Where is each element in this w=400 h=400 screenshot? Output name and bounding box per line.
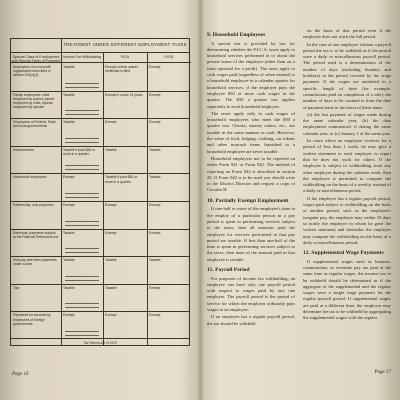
cell-futa: Exempt	[149, 120, 161, 125]
entry-rule	[65, 164, 99, 166]
row-label: Partnership, sole proprietor	[13, 203, 54, 207]
cell-fica: Exempt unless waiver certificate is filed	[105, 65, 138, 74]
row-label: Employees of a nonprofit organization described in section 501(c)(3)	[13, 65, 51, 78]
cell-income-tax: Exempt	[63, 203, 75, 207]
section-heading: 10. Partially Exempt Employment	[207, 197, 289, 204]
column-header-fica: FICA	[103, 53, 147, 63]
cell-income-tax: Taxable	[63, 258, 75, 263]
cell-fica: Exempt	[105, 203, 117, 207]
text-column-left	[207, 28, 295, 328]
right-page	[203, 8, 395, 388]
table-header	[11, 39, 189, 53]
cell-futa: Taxable	[149, 175, 161, 180]
entry-rule	[65, 247, 99, 249]
body-paragraph: If supplemental wages such as bonuses, commissions, or overtime pay are paid at the same time as regular wages, the income tax to be withheld should be determined as if the aggregate of the supplemental and the regular wages were a single wage payment for the regular payroll period. If supplemental wages are paid at a different time, the employer may determine the tax to be withheld by aggregating the supplemental wages with the regular	[303, 258, 391, 321]
row-divider	[11, 173, 189, 174]
entry-rule	[65, 306, 99, 308]
cell-futa: Exempt	[149, 65, 161, 69]
body-paragraph: Household employers not to be reported on either Form 941 or Form 942. The method of reporting on Form 942 is described in section 25. If Form 942 is to be used you should write to the District Director and request a copy of Circular H.	[207, 155, 295, 193]
column-divider	[147, 53, 148, 345]
cell-fica: Taxable	[105, 285, 117, 290]
entry-rule	[65, 279, 99, 281]
body-paragraph: If the employer has a regular payroll period, wages paid subject to withholding on the basis of another period, such as the employee's irregular pay, the employee may within 10 days so notify the employer in whom he gave the written statement and thereafter the employer may compute the withholding on the basis of a daily or miscellaneous period.	[303, 195, 391, 245]
entry-rule	[65, 86, 99, 88]
cell-fica: Taxable	[105, 147, 117, 152]
entry-rule	[65, 302, 99, 304]
row-divider	[11, 311, 189, 312]
entry-rule	[65, 82, 99, 84]
cell-futa: Taxable	[149, 147, 161, 152]
body-paragraph: If one-half or more of the employee's time in the employ of a particular person in a pay period is spent in performing services subject to the taxes, then all amounts paid the employee for services performed in that pay period are taxable. If less than one-half of the time is spent in performing services subject to the taxes, then none of the amount paid in that employee is taxable.	[207, 206, 295, 262]
row-label: Tips	[13, 285, 20, 290]
row-label: Employees of Federal, State and local governments	[13, 120, 56, 129]
row-divider	[11, 229, 189, 230]
section-heading: 9. Household Employees	[207, 32, 266, 38]
row-label: Household employees	[13, 175, 47, 180]
entry-rule	[65, 224, 99, 226]
body-paragraph: In the case of any employee without a payroll period the tax is to be withheld as if the period were a daily or miscellaneous payroll period. The period used is a determination of the number of days (including Sundays and holidays) in the period covered by the wage payment. If the wages are unrelated to a specific length of time (for example, commissions paid on completion of a sale), the number of days to be counted is from the date of payment back to the latest of these dates:	[303, 41, 391, 110]
column-header-futa: FUTA	[147, 53, 191, 63]
cell-futa: Exempt	[149, 313, 161, 318]
cell-fica: Exempt	[105, 313, 117, 318]
cell-futa: Exempt	[149, 92, 161, 97]
entry-rule	[65, 192, 99, 194]
body-paragraph: If an employee has a regular payroll period, the tax should be withheld	[207, 314, 295, 326]
cell-futa: Exempt	[149, 203, 161, 207]
entry-rule	[65, 109, 99, 111]
row-label: Railroads: payments subject to the Railroad Retirement Act	[13, 230, 59, 239]
entry-rule	[65, 168, 99, 170]
page-number: Page 17	[374, 370, 391, 375]
row-label: Sick pay and other payments under a plan	[13, 258, 57, 267]
column-header-income: Income Tax Withholding	[61, 53, 103, 63]
cell-fica: Taxable if paid $50 or more in a quarter	[105, 175, 138, 184]
row-divider	[11, 284, 189, 285]
entry-rule	[65, 137, 99, 139]
section-heading: 12. Supplemental Wage Payments	[303, 250, 384, 257]
table-footnote: Tax Reform Act of 1976	[11, 338, 189, 345]
cell-income-tax: Taxable	[63, 230, 75, 235]
row-divider	[11, 118, 189, 119]
employment-tax-table	[10, 38, 190, 346]
body-paragraph: For purposes of income tax withholding, an employee can have only one payroll period with respect to wages paid by any one employer. The payroll period is the period of service for which the employer ordinarily pays wages to an employee.	[207, 275, 295, 313]
table-caption: TREATMENT UNDER DIFFERENT EMPLOYMENT TAXES	[63, 42, 187, 47]
cell-income-tax: Exempt	[63, 175, 75, 180]
column-divider	[61, 39, 62, 345]
body-paragraph: on the basis of that period even if the employee does not work the full period.	[303, 28, 391, 40]
cell-income-tax: Exempt	[63, 313, 75, 318]
entry-rule	[65, 220, 99, 222]
body-paragraph: (a) the last payment of wages made during the same calendar year, (b) the date employment commenced, if during the same calendar year, or (c) January 1 of the same year.	[303, 111, 391, 136]
entry-rule	[65, 275, 99, 277]
row-label: Homeworkers	[13, 147, 34, 152]
cell-income-tax: Taxable	[63, 92, 75, 97]
row-divider	[11, 91, 189, 92]
cell-fica: Exempt if under 21 years	[105, 92, 143, 97]
cell-futa: Taxable	[149, 258, 161, 263]
cell-income-tax: Taxable	[63, 65, 75, 69]
cell-fica: Taxable	[105, 258, 117, 263]
entry-rule	[65, 251, 99, 253]
cell-income-tax: Taxable	[63, 285, 75, 290]
row-divider	[11, 256, 189, 257]
cell-fica: Exempt	[105, 230, 117, 235]
column-divider	[103, 53, 104, 345]
cell-income-tax: Taxable if paid $50 or more in a quarter	[63, 147, 96, 156]
row-label: Family employees: child employed by parent; parent employed by child; spouse employed by spouse	[13, 92, 55, 110]
entry-rule	[65, 196, 99, 198]
body-paragraph: A special test is provided by law for determining whether the F.I.C.A. taxes apply to household services performed in or about the private home of the employer (other than on a farm operated for a profit). The taxes apply to cash wages paid (regardless of when earned) to a household employee in a calendar quarter for household services, if the employer pays the employee $50 or more cash wages in the quarter. The $50 a quarter test applies separately to each household employee.	[207, 40, 295, 109]
body-paragraph: The taxes apply only to cash wages of household employees who meet the $50 a quarter test. Checks, money orders, etc., are taxable in the same manner as cash. However, the value of food, lodging, clothing, car tokens and other noncash items furnished to a household employee are never taxable.	[207, 110, 295, 154]
entry-rule	[65, 330, 99, 332]
page-number: Page 16	[12, 372, 29, 377]
body-paragraph: In cases where an employee receives for a period of less than 1 week, he may give a written statement to each employer to report that he does not work for others. If the employee is subject to withholding from any other employer during the calendar week, then the employee is permitted to compute the withholding on the basis of a weekly, instead of a daily or miscellaneous period.	[303, 138, 391, 194]
section-heading: 11. Payroll Period	[207, 266, 250, 273]
entry-rule	[65, 334, 99, 336]
text-column-right	[303, 28, 391, 323]
cell-futa: Exempt	[149, 230, 161, 235]
left-page	[6, 12, 194, 387]
entry-rule	[65, 113, 99, 115]
cell-fica: Exempt	[105, 120, 117, 125]
entry-rule	[65, 141, 99, 143]
row-divider	[11, 201, 189, 202]
row-label: Payments for services by employees of foreign governments	[13, 313, 51, 326]
column-header-class: Special Class of Employment and Special Types of Payment	[11, 55, 61, 63]
row-divider	[11, 146, 189, 147]
cell-futa: Exempt	[149, 285, 161, 290]
cell-income-tax: Taxable	[63, 120, 75, 125]
